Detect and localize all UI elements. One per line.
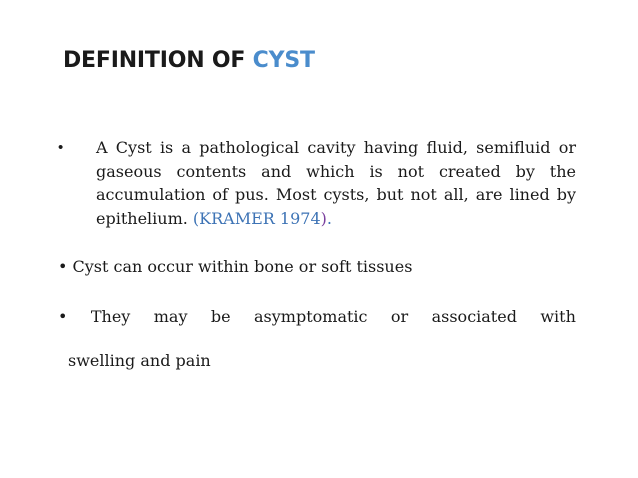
reference-close-paren: ) bbox=[320, 208, 327, 228]
definition-text: A Cyst is a pathological cavity having fluid, semifluid or gaseous contents and which is not created by the accumulation of pus. Most cysts, but not all, are lined by epithelium. bbox=[96, 138, 576, 228]
symptoms-continuation: swelling and pain bbox=[68, 351, 211, 370]
bullet-item-location: • Cyst can occur within bone or soft tissues bbox=[58, 257, 413, 276]
reference-period: . bbox=[326, 208, 332, 228]
bullet-marker: • bbox=[58, 307, 68, 326]
symptoms-line bbox=[58, 305, 576, 329]
word: or bbox=[390, 307, 409, 326]
title-main: DEFINITION OF bbox=[63, 48, 253, 73]
word: They bbox=[90, 307, 131, 326]
word: may bbox=[153, 307, 188, 326]
word: be bbox=[210, 307, 231, 326]
bullet-marker: • bbox=[58, 139, 64, 156]
word: with bbox=[540, 307, 576, 326]
bullet-item-symptoms bbox=[58, 305, 578, 373]
title-accent: CYST bbox=[252, 48, 315, 73]
slide-title bbox=[63, 48, 315, 73]
word: asymptomatic bbox=[254, 307, 368, 326]
bullet-item-definition bbox=[58, 136, 578, 230]
reference-citation: (KRAMER 1974 bbox=[192, 208, 321, 228]
bullet-text bbox=[96, 136, 576, 230]
word: associated bbox=[431, 307, 517, 326]
